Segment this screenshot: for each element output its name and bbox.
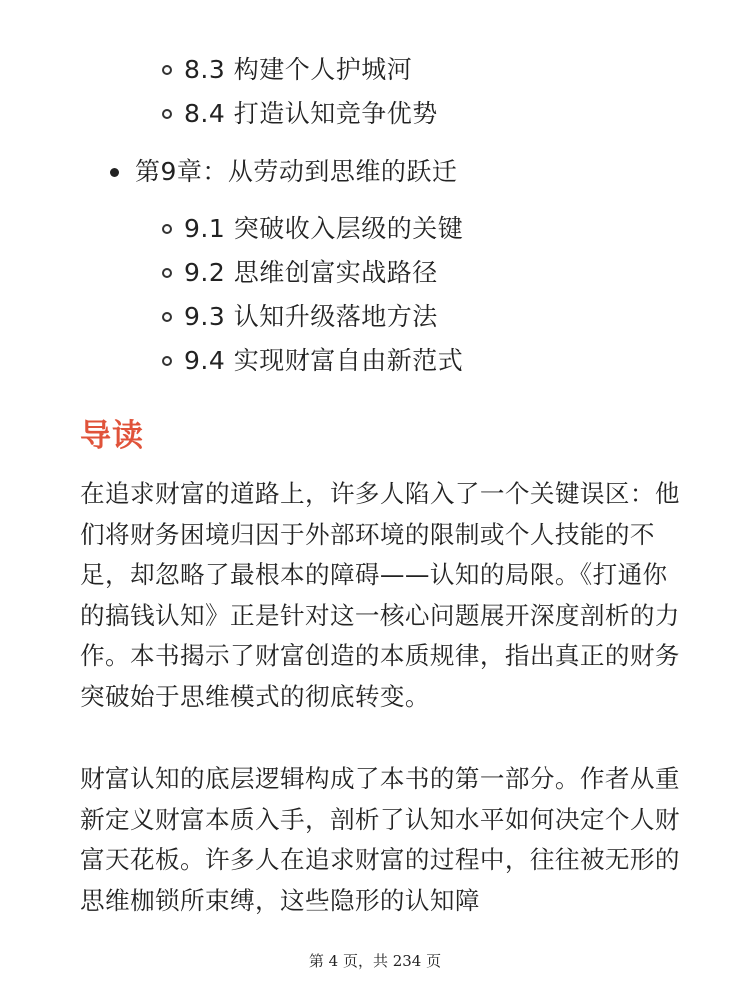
toc-chapter-title: 第9章：从劳动到思维的跃迁 xyxy=(135,157,458,186)
toc-sub-item[interactable] xyxy=(162,94,438,134)
toc-sub-item-label: 9.4 实现财富自由新范式 xyxy=(184,346,464,375)
toc-sub-item-label: 8.3 构建个人护城河 xyxy=(184,55,413,84)
toc-sub-item[interactable] xyxy=(162,341,463,381)
toc-chapter-item[interactable] xyxy=(110,152,457,192)
toc-sub-item-label: 9.2 思维创富实战路径 xyxy=(184,258,438,287)
intro-paragraph: 在追求财富的道路上，许多人陷入了一个关键误区：他们将财务困境归因于外部环境的限制或个人技能的不足，却忽略了最根本的障碍——认知的局限。《打通你的搞钱认知》正是针对这一核心问题展开深度剖析的力作。本书揭示了财富创造的本质规律，指出真正的财务突破始于思维模式的彻底转变。 xyxy=(80,479,680,711)
hollow-circle-bullet-icon xyxy=(162,268,172,278)
hollow-circle-bullet-icon xyxy=(162,109,172,119)
toc-sub-item[interactable] xyxy=(162,253,438,293)
page-indicator: 第 4 页，共 234 页 xyxy=(308,952,442,970)
hollow-circle-bullet-icon xyxy=(162,224,172,234)
intro-paragraph: 财富认知的底层逻辑构成了本书的第一部分。作者从重新定义财富本质入手，剖析了认知水平如何决定个人财富天花板。许多人在追求财富的过程中，往往被无形的思维枷锁所束缚，这些隐形的认知障 xyxy=(80,764,680,915)
toc-sub-item[interactable] xyxy=(162,50,412,90)
section-heading-intro: 导读 xyxy=(80,418,144,454)
toc-sub-item[interactable] xyxy=(162,297,438,337)
toc-sub-item[interactable] xyxy=(162,209,463,249)
hollow-circle-bullet-icon xyxy=(162,356,172,366)
toc-sub-item-label: 8.4 打造认知竞争优势 xyxy=(184,99,438,128)
toc-sub-item-label: 9.3 认知升级落地方法 xyxy=(184,302,438,331)
hollow-circle-bullet-icon xyxy=(162,65,172,75)
hollow-circle-bullet-icon xyxy=(162,312,172,322)
filled-dot-bullet-icon xyxy=(110,168,119,177)
toc-sub-item-label: 9.1 突破收入层级的关键 xyxy=(184,214,464,243)
